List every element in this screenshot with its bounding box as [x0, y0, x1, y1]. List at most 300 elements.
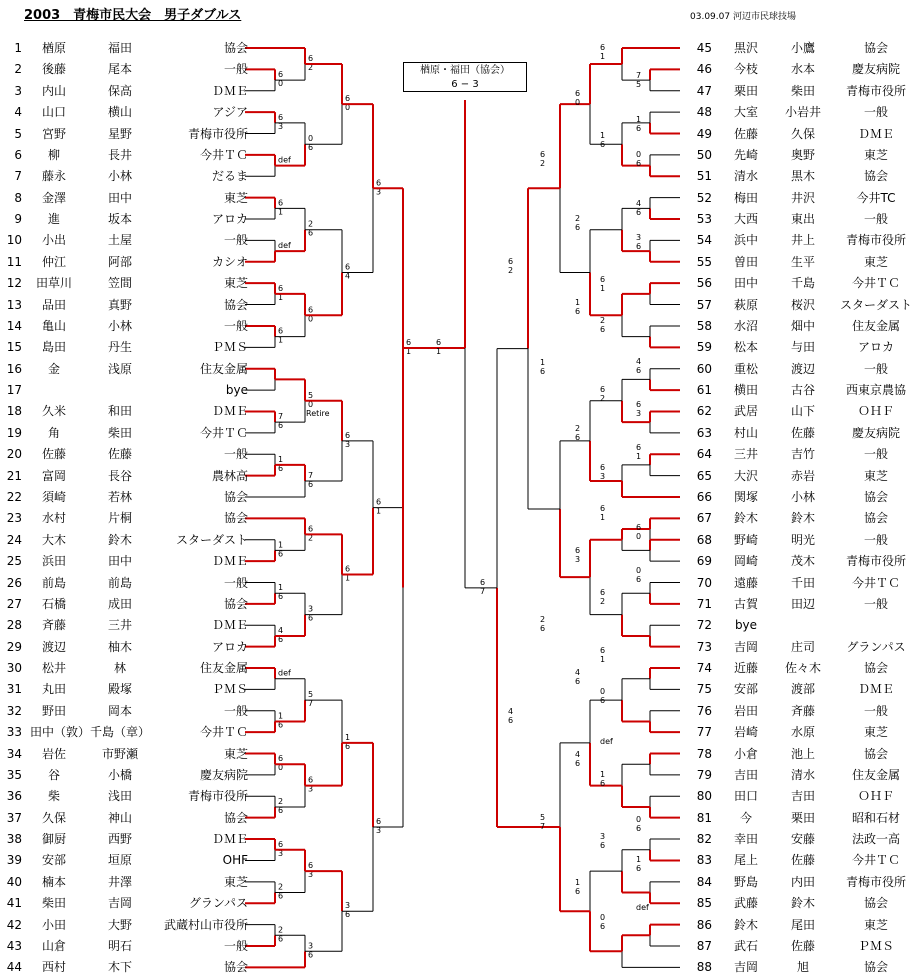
entry-team: 東芝 [223, 190, 248, 205]
entry-num: 18 [6, 404, 22, 419]
match-score: 3 [376, 187, 382, 197]
match-score: 6 [636, 242, 642, 251]
match-score: 6 [575, 307, 581, 316]
entry-team: 青梅市役所 [845, 554, 906, 569]
entry-team: 昭和石材 [851, 810, 900, 825]
entry-num: 38 [6, 832, 22, 847]
entry-p1: 安部 [41, 853, 66, 868]
match-score: 5 [308, 390, 314, 400]
entry-p2: 坂本 [107, 212, 132, 227]
match-score: 1 [636, 855, 642, 864]
entry-p2: 内田 [790, 874, 815, 889]
entry-p1: 久保 [41, 810, 66, 825]
entry-p2: 福田 [107, 41, 132, 55]
entry-team: ＤＭＥ [211, 832, 248, 847]
match-score: Retire [306, 408, 330, 418]
entry-p1: 角 [47, 425, 60, 440]
entry-team: 協会 [863, 169, 888, 184]
entry-row [0, 59, 919, 79]
entry-p1: 島田 [41, 340, 66, 355]
match-score: 6 [376, 817, 382, 827]
entry-team: ＰＭＳ [857, 938, 894, 953]
entry-team: 協会 [863, 511, 888, 526]
match-score: 0 [278, 79, 284, 89]
entry-p2: 吉岡 [107, 896, 132, 911]
match-score: 6 [278, 592, 284, 602]
entry-team: 協会 [863, 746, 888, 761]
entry-row [0, 423, 919, 443]
match-score: 0 [308, 399, 314, 409]
entry-p2: 小橋 [107, 767, 132, 782]
entry-team: 一般 [863, 361, 888, 376]
match-score: 6 [600, 696, 606, 705]
match-score: 6 [540, 150, 546, 159]
match-score: 7 [308, 470, 314, 480]
match-score: 6 [600, 922, 606, 931]
entry-num: 77 [696, 725, 712, 740]
entry-p1: 金 [47, 361, 60, 376]
entry-team: bye [225, 383, 248, 398]
entry-p2: 水原 [790, 725, 815, 740]
entry-num: 27 [6, 596, 22, 611]
entry-p1: 大木 [41, 532, 66, 547]
entry-num: 81 [696, 810, 712, 825]
match-score: 6 [308, 479, 314, 489]
entry-team: 今井ＴＣ [199, 425, 248, 440]
entry-num: 44 [6, 960, 22, 975]
match-score: 6 [278, 891, 284, 901]
entry-row [0, 316, 919, 336]
entry-p1: 岩田 [733, 703, 758, 718]
match-score: 1 [575, 298, 581, 307]
page-subtitle: 03.09.07 河辺市民球技場 [690, 12, 796, 22]
entry-num: 26 [6, 575, 22, 590]
entry-p1: 斉藤 [41, 618, 66, 633]
entry-p1: 松本 [733, 340, 758, 355]
match-score: 2 [308, 533, 314, 543]
match-score: 0 [345, 103, 351, 113]
entry-team: 青梅市役所 [187, 789, 248, 804]
entry-p2: 大野 [107, 917, 132, 932]
entry-team: 協会 [223, 297, 248, 312]
entry-num: 6 [14, 147, 22, 162]
entry-num: 56 [696, 276, 712, 291]
match-score: 3 [308, 784, 314, 794]
entry-num: 78 [696, 746, 712, 761]
entry-row [0, 936, 919, 956]
match-score: def [600, 737, 613, 746]
entry-team: 協会 [223, 489, 248, 504]
entry-p1: 浜田 [41, 554, 66, 569]
entry-team: 青梅市役所 [845, 874, 906, 889]
entry-team: ＰＭＳ [211, 340, 248, 355]
match-score: 6 [600, 588, 606, 597]
entry-num: 70 [696, 575, 712, 590]
final-score: 1 [436, 346, 442, 356]
entry-p1: 曽田 [733, 254, 758, 269]
entry-p1: 栗田 [733, 83, 758, 98]
match-score: 6 [636, 864, 642, 873]
entry-p1: 楠本 [41, 874, 66, 889]
entry-p2: 千島（章） [89, 725, 150, 740]
match-score: 6 [540, 624, 546, 633]
entry-team: ＰＭＳ [211, 682, 248, 697]
entry-row [0, 805, 919, 828]
match-score: 6 [376, 497, 382, 507]
match-score: 6 [600, 275, 606, 284]
final-score: 6 [480, 577, 486, 587]
entry-team: スターダスト [839, 297, 912, 312]
match-score: 6 [600, 504, 606, 513]
entry-num: 86 [696, 917, 712, 932]
match-score: 6 [278, 805, 284, 815]
entry-p2: 庄司 [790, 639, 815, 654]
match-score: 6 [345, 564, 351, 574]
entry-p1: 前島 [41, 575, 66, 590]
match-score: def [636, 903, 649, 912]
match-score: 0 [600, 913, 606, 922]
entry-num: 22 [6, 489, 22, 504]
entry-num: 17 [6, 383, 22, 398]
entry-num: 40 [6, 874, 22, 889]
entry-row [0, 487, 919, 507]
entry-p2: 与田 [790, 340, 815, 355]
match-score: 3 [308, 941, 314, 951]
entry-team: 一般 [223, 703, 248, 718]
match-score: 3 [636, 409, 642, 418]
entry-p1: 近藤 [733, 661, 758, 676]
entry-p2: 丹生 [107, 340, 132, 355]
entry-num: 65 [696, 468, 712, 483]
entry-p1: 先崎 [733, 147, 758, 162]
entry-num: 85 [696, 896, 712, 911]
entry-p2: 黒木 [790, 169, 815, 184]
entry-p1: 尾上 [733, 853, 758, 868]
entry-p1: 御厨 [41, 832, 66, 847]
entry-num: 13 [6, 297, 22, 312]
entry-row [0, 829, 919, 849]
entry-row [0, 551, 919, 574]
entry-num: 55 [696, 254, 712, 269]
entry-p2: 小岩井 [784, 105, 821, 120]
match-score: 6 [278, 754, 284, 764]
match-score: 6 [600, 646, 606, 655]
match-score: 1 [636, 115, 642, 124]
entry-team: 一般 [223, 318, 248, 333]
entry-p2: 浅田 [107, 789, 132, 804]
entry-p2: 明光 [790, 532, 815, 547]
entry-num: 83 [696, 853, 712, 868]
entry-row [0, 188, 919, 208]
entry-team: 今井ＴＣ [851, 853, 900, 868]
entry-num: 71 [696, 596, 712, 611]
entry-num: 7 [14, 169, 22, 184]
entry-p1: 野崎 [733, 532, 758, 547]
entry-p1: 岩佐 [41, 746, 66, 761]
match-score: 6 [600, 779, 606, 788]
entry-p1: 田中 [733, 276, 758, 291]
match-score: 6 [278, 283, 284, 293]
entry-p1: 岩崎 [733, 725, 758, 740]
match-score: 4 [636, 199, 642, 208]
entry-p1: 柴田 [41, 896, 66, 911]
entry-team: 一般 [223, 62, 248, 77]
entry-num: 64 [696, 447, 712, 462]
entry-team: 東芝 [863, 254, 888, 269]
match-score: 1 [278, 540, 284, 550]
match-score: 6 [345, 262, 351, 272]
entry-num: 32 [6, 703, 22, 718]
entry-team: 青梅市役所 [845, 83, 906, 98]
match-score: 1 [278, 207, 284, 217]
entry-num: 20 [6, 447, 22, 462]
match-score: 4 [508, 707, 514, 716]
entry-num: 39 [6, 853, 22, 868]
entry-p2: 千田 [790, 575, 815, 590]
entry-p1: 武藤 [733, 896, 758, 911]
entry-row [0, 81, 919, 104]
entry-p1: 宮野 [41, 126, 66, 141]
match-score: 1 [600, 52, 606, 61]
entry-p2: 小林 [107, 169, 132, 184]
entry-p2: 鈴木 [107, 532, 132, 547]
entry-p2: 小林 [107, 318, 132, 333]
match-score: 3 [600, 472, 606, 481]
match-score: 2 [575, 214, 581, 223]
entry-num: 66 [696, 489, 712, 504]
entry-team: カシオ [211, 254, 248, 269]
entry-num: 80 [696, 789, 712, 804]
match-score: 6 [636, 366, 642, 375]
entry-team: 一般 [223, 447, 248, 462]
match-score: 6 [278, 549, 284, 559]
entry-num: 69 [696, 554, 712, 569]
entry-team: 農林高 [211, 468, 248, 483]
match-score: 3 [278, 848, 284, 858]
entry-p2: 小林 [790, 489, 815, 504]
entry-team: ＤＭＥ [211, 554, 248, 569]
entry-p1: 今枝 [733, 62, 758, 77]
entry-team: 協会 [863, 41, 888, 55]
entry-num: 28 [6, 618, 22, 633]
match-score: 2 [540, 615, 546, 624]
match-score: 6 [345, 430, 351, 440]
match-score: 1 [278, 454, 284, 464]
entry-num: 57 [696, 297, 712, 312]
entry-row [0, 530, 919, 550]
match-score: 4 [575, 750, 581, 759]
entry-p2: 佐藤 [107, 447, 132, 462]
entry-p1: 梅田 [733, 190, 758, 205]
entry-p2: 田辺 [790, 596, 815, 611]
entry-num: 54 [696, 233, 712, 248]
match-score: 6 [600, 43, 606, 52]
match-score: 6 [345, 94, 351, 104]
entry-team: 協会 [223, 596, 248, 611]
entry-team: 協会 [863, 960, 888, 975]
entry-p1: 黒沢 [733, 41, 758, 55]
entry-num: 47 [696, 83, 712, 98]
entry-p1: 金澤 [41, 190, 66, 205]
entry-row [0, 634, 919, 657]
match-score: 6 [636, 400, 642, 409]
entry-num: 5 [14, 126, 22, 141]
match-score: 2 [540, 159, 546, 168]
entry-p2: 旭 [796, 960, 809, 975]
entry-num: 12 [6, 276, 22, 291]
match-score: 4 [636, 357, 642, 366]
entry-num: 36 [6, 789, 22, 804]
entry-num: 52 [696, 190, 712, 205]
entry-team: スターダスト [175, 532, 248, 547]
entry-num: 74 [696, 661, 712, 676]
match-score: 3 [376, 826, 382, 836]
entry-num: 73 [696, 639, 712, 654]
entry-p1: 仲江 [41, 254, 66, 269]
entry-p1: 鈴木 [733, 917, 758, 932]
entry-row [0, 292, 919, 315]
match-score: def [278, 155, 291, 165]
entry-p2: 林 [113, 661, 126, 676]
match-score: 6 [636, 575, 642, 584]
page-title: 2003 青梅市民大会 男子ダブルス [24, 8, 242, 23]
entry-p1: 丸田 [41, 682, 66, 697]
entry-p1: 清水 [733, 169, 758, 184]
entry-p2: 井上 [790, 233, 815, 248]
match-score: 6 [308, 54, 314, 64]
entry-team: 東芝 [223, 746, 248, 761]
entry-team: 一般 [863, 532, 888, 547]
entry-p2: 小鷹 [790, 41, 815, 55]
entry-p1: 須崎 [41, 489, 66, 504]
match-score: 6 [575, 223, 581, 232]
entry-p2: 長谷 [107, 468, 132, 483]
entry-p1: 谷 [47, 767, 60, 782]
match-score: 6 [636, 443, 642, 452]
entry-p2: 垣原 [107, 853, 132, 868]
entry-num: 11 [6, 254, 22, 269]
entry-num: 1 [14, 41, 22, 55]
entry-p2: 山下 [790, 404, 815, 419]
entry-num: 49 [696, 126, 712, 141]
entry-p1: 武石 [733, 938, 758, 953]
entry-p1: 吉岡 [733, 639, 758, 654]
entry-p2: 和田 [107, 404, 132, 419]
entry-p1: 安部 [733, 682, 758, 697]
entry-p2: 井澤 [107, 874, 132, 889]
entry-team: ＤＭＥ [211, 404, 248, 419]
match-score: 0 [636, 150, 642, 159]
entry-p2: 殿塚 [107, 682, 132, 697]
entry-team: 住友金属 [851, 318, 900, 333]
entry-team: 一般 [863, 105, 888, 120]
match-score: 2 [308, 63, 314, 73]
entry-p2: 柴田 [790, 83, 815, 98]
entry-p2: 佐々木 [784, 661, 821, 676]
entry-p1: 関塚 [733, 489, 758, 504]
entry-num: 60 [696, 361, 712, 376]
entry-p1: 柴 [47, 789, 60, 804]
entry-p2: 吉田 [790, 789, 815, 804]
match-score: 6 [278, 934, 284, 944]
entry-num: 61 [696, 383, 712, 398]
match-score: 2 [600, 597, 606, 606]
entry-p2: 栗田 [790, 810, 815, 825]
entry-team: 今井ＴＣ [199, 725, 248, 740]
entry-p1: 田口 [733, 789, 758, 804]
entry-num: 21 [6, 468, 22, 483]
match-score: 6 [278, 421, 284, 431]
entry-p2: 吉竹 [790, 447, 815, 462]
entry-num: 16 [6, 361, 22, 376]
match-score: 3 [636, 233, 642, 242]
entry-team: 慶友病院 [851, 425, 900, 440]
final-score: 7 [480, 586, 486, 596]
entry-p1: 進 [47, 212, 60, 227]
entry-p2: 池上 [790, 746, 815, 761]
match-score: 6 [278, 326, 284, 336]
entry-row [0, 679, 919, 699]
entry-num: 43 [6, 938, 22, 953]
entry-row [0, 463, 919, 486]
entry-num: 25 [6, 554, 22, 569]
entry-p1: 三井 [733, 447, 758, 462]
match-score: 1 [406, 346, 412, 356]
match-score: 2 [600, 394, 606, 403]
match-score: 1 [600, 770, 606, 779]
match-score: 6 [278, 839, 284, 849]
entry-row [0, 273, 919, 293]
entry-p1: 水村 [41, 511, 66, 526]
entry-p1: 野田 [41, 703, 66, 718]
entry-row [0, 658, 919, 678]
entry-num: 29 [6, 639, 22, 654]
entry-p1: 萩原 [733, 297, 758, 312]
entry-num: 34 [6, 746, 22, 761]
entry-row [0, 38, 919, 58]
entry-team: ＯＨＦ [857, 404, 894, 419]
entry-team: 慶友病院 [199, 767, 248, 782]
entry-p1: 楢原 [41, 41, 66, 55]
match-score: 6 [308, 228, 314, 238]
match-score: 6 [308, 524, 314, 534]
entry-p1: 石橋 [41, 596, 66, 611]
entry-row [0, 615, 919, 635]
match-score: 7 [540, 822, 546, 831]
entry-p2: 片桐 [107, 511, 132, 526]
entry-p2: 若林 [107, 489, 132, 504]
match-score: 6 [636, 159, 642, 168]
entry-num: 9 [14, 212, 22, 227]
entry-p2: 浅原 [107, 361, 132, 376]
match-score: 2 [308, 219, 314, 229]
entry-p1: 大室 [733, 105, 758, 120]
entry-num: 51 [696, 169, 712, 184]
entry-row [0, 701, 919, 721]
match-score: 2 [278, 925, 284, 935]
match-score: 6 [278, 634, 284, 644]
match-score: 0 [575, 98, 581, 107]
entry-team: 一般 [223, 233, 248, 248]
match-score: 6 [575, 89, 581, 98]
match-score: 6 [308, 143, 314, 153]
entry-p2: 畑中 [790, 318, 815, 333]
match-score: 6 [575, 546, 581, 555]
entry-p2: 市野瀬 [101, 746, 138, 761]
entry-p1: 渡辺 [41, 639, 66, 654]
entry-p2: 神山 [107, 810, 132, 825]
entry-team: ＤＭＥ [211, 83, 248, 98]
